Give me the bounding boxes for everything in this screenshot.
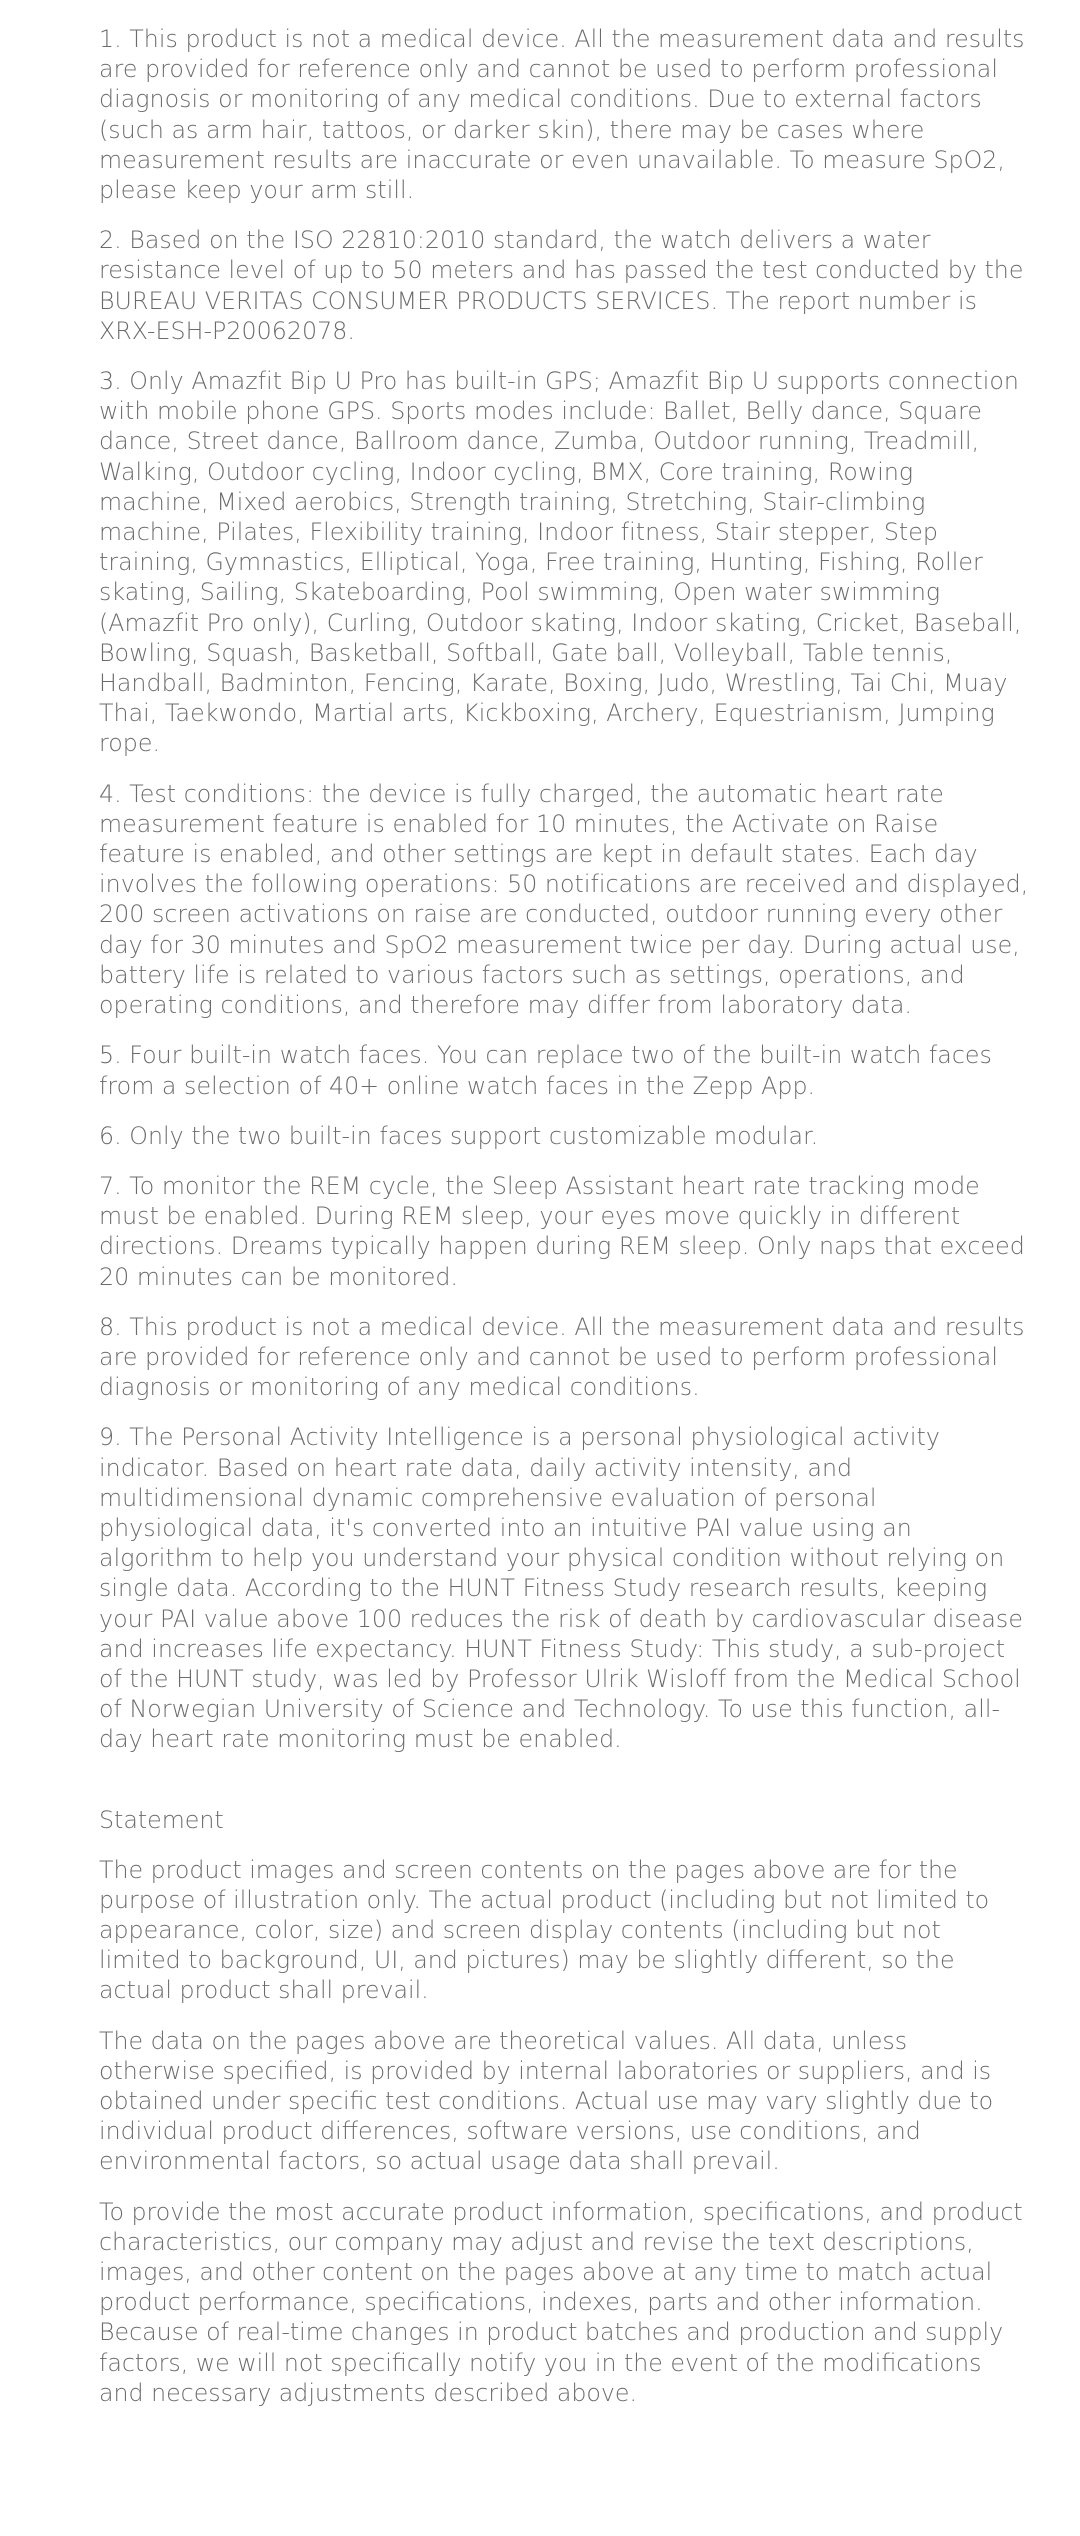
statement-paragraph-3: To provide the most accurate product information, specifications, and product characteristics, our company may adjust and revise the text descriptions, images, and other content on the pages above at any time to match actual product performance, specifications, indexes, parts and other information. Because of real-time changes in product batches and production and supply factors, we will not specifically notify you in the event of the modifications and necessary adjustments described above. — [99, 2197, 1023, 2407]
footnote-8: 8. This product is not a medical device. All the measurement data and results are provided for reference only and cannot be used to perform professional diagnosis or monitoring of any medical conditions. — [99, 1312, 1025, 1402]
footnote-3: 3. Only Amazfit Bip U Pro has built-in GPS; Amazfit Bip U supports connection with mobile phone GPS. Sports modes include: Ballet, Belly dance, Square dance, Street dance, Ballroom dance, Zumba, Outdoor running, Treadmill, Walking, Outdoor cycling, Indoor cycling, BMX, Core training, Rowing machine, Mixed aerobics, Strength training, Stretching, Stair-climbing machine, Pilates, Flexibility training, Indoor fitness, Stair stepper, Step training, Gymnastics, Elliptical, Yoga, Free training, Hunting, Fishing, Roller skating, Sailing, Skateboarding, Pool swimming, Open water swimming (Amazfit Pro only), Curling, Outdoor skating, Indoor skating, Cricket, Baseball, Bowling, Squash, Basketball, Softball, Gate ball, Volleyball, Table tennis, Handball, Badminton, Fencing, Karate, Boxing, Judo, Wrestling, Tai Chi, Muay Thai, Taekwondo, Martial arts, Kickboxing, Archery, Equestrianism, Jumping rope. — [99, 367, 1022, 758]
statement-paragraph-1: The product images and screen contents on the pages above are for the purpose of illustration only. The actual product (including but not limited to appearance, color, size) and screen display contents (including but not limited to background, UI, and pictures) may be slightly different, so the actual product shall prevail. — [99, 1855, 990, 2005]
footnote-9: 9. The Personal Activity Intelligence is a personal physiological activity indicator. Based on heart rate data, daily activity intensity, and multidimensional dynamic comprehensive evaluation of personal physiological data, it's converted into an intuitive PAI value using an algorithm to help you understand your physical condition without relying on single data. According to the HUNT Fitness Study research results, keeping your PAI value above 100 reduces the risk of death by cardiovascular disease and increases life expectancy. HUNT Fitness Study: This study, a sub-project of the HUNT study, was led by Professor Ulrik Wisloff from the Medical School of Norwegian University of Science and Technology. To use this function, all-day heart rate monitoring must be enabled. — [99, 1423, 1023, 1754]
footnotes-container — [99, 24, 1029, 2428]
footnote-5: 5. Four built-in watch faces. You can replace two of the built-in watch faces from a selection of 40+ online watch faces in the Zepp App. — [99, 1041, 992, 1100]
footnote-7: 7. To monitor the REM cycle, the Sleep Assistant heart rate tracking mode must be enabled. During REM sleep, your eyes move quickly in different directions. Dreams typically happen during REM sleep. Only naps that exceed 20 minutes can be monitored. — [99, 1171, 1025, 1291]
statement-title: Statement — [99, 1805, 224, 1834]
statement-paragraph-2: The data on the pages above are theoretical values. All data, unless otherwise specified, is provided by internal laboratories or suppliers, and is obtained under specific test conditions. Actual use may vary slightly due to individual product differences, software versions, use conditions, and environmental factors, so actual usage data shall prevail. — [99, 2026, 994, 2176]
footnote-1: 1. This product is not a medical device. All the measurement data and results are provided for reference only and cannot be used to perform professional diagnosis or monitoring of any medical conditions. Due to external factors (such as arm hair, tattoos, or darker skin), there may be cases where measurement results are inaccurate or even unavailable. To measure SpO2, please keep your arm still. — [99, 25, 1025, 205]
footnote-2: 2. Based on the ISO 22810:2010 standard, the watch delivers a water resistance level of up to 50 meters and has passed the test conducted by the BUREAU VERITAS CONSUMER PRODUCTS SERVICES. The report number is XRX-ESH-P20062078. — [99, 226, 1024, 345]
statement-section — [99, 1805, 1029, 2408]
footnote-4: 4. Test conditions: the device is fully charged, the automatic heart rate measurement feature is enabled for 10 minutes, the Activate on Raise feature is enabled, and other settings are kept in default states. Each day involves the following operations: 50 notifications are received and displayed, 200 screen activations on raise are conducted, outdoor running every other day for 30 minutes and SpO2 measurement twice per day. During actual use, battery life is related to various factors such as settings, operations, and operating conditions, and therefore may differ from laboratory data. — [99, 779, 1029, 1020]
footnote-6: 6. Only the two built-in faces support customizable modular. — [99, 1121, 819, 1150]
